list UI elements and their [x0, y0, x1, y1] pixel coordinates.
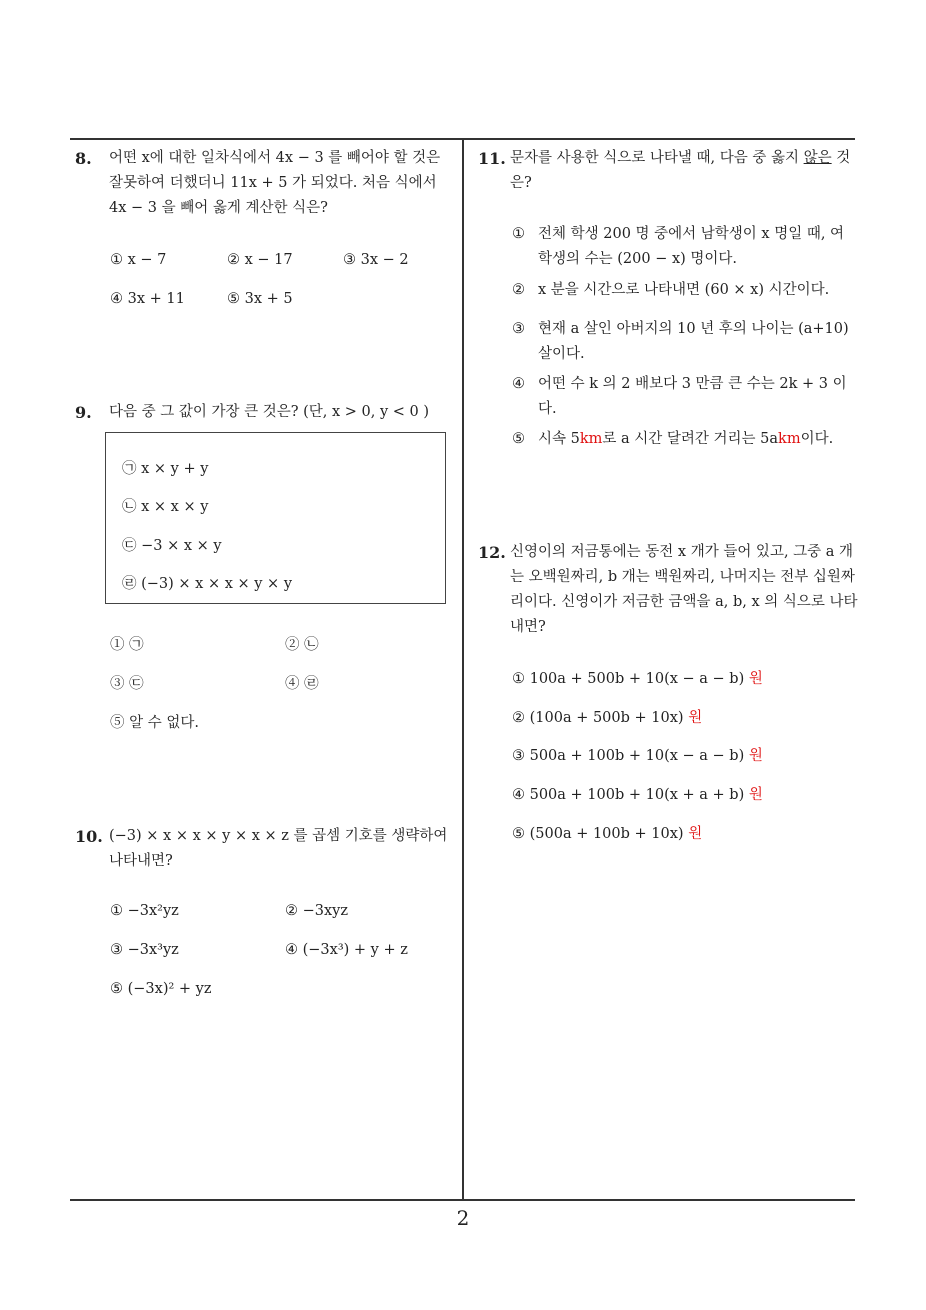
- question-text: 신영이의 저금통에는 동전 x 개가 들어 있고, 그중 a 개는 오백원짜리, b 개는 백원짜리, 나머지는 전부 십원짜리이다. 신영이가 저금한 금액을 a, b, x 의 식으로 나타내면?: [510, 544, 858, 635]
- choice-text: ③ 500a + 100b + 10(x − a − b): [512, 748, 745, 764]
- text-part: 이다.: [800, 431, 834, 447]
- choice-text: ④ 500a + 100b + 10(x + a + b): [512, 787, 745, 803]
- q8-choice-5[interactable]: ⑤ 3x + 5: [227, 291, 293, 307]
- q10-choice-2[interactable]: ② −3xyz: [285, 903, 348, 919]
- q9-choice-1[interactable]: ① ㉠: [110, 637, 144, 653]
- q11-choice-1[interactable]: [512, 222, 850, 272]
- q12-choice-5[interactable]: [512, 822, 702, 847]
- question-text-part: 문자를 사용한 식으로 나타낼 때, 다음 중 옳지: [510, 150, 804, 166]
- q11-choice-3[interactable]: [512, 317, 850, 367]
- q11-choice-5[interactable]: [512, 427, 857, 452]
- q8-choice-1[interactable]: ① x − 7: [110, 252, 167, 268]
- bottom-rule: [70, 1199, 855, 1201]
- choice-mark: ①: [512, 226, 525, 242]
- unit-won: 원: [748, 748, 763, 764]
- q11-choice-2[interactable]: [512, 278, 850, 303]
- question-number: 8.: [75, 149, 92, 168]
- column-divider: [462, 138, 464, 1200]
- text-part: 로 a 시간 달려간 거리는 5a: [602, 431, 779, 447]
- choice-text: 어떤 수 k 의 2 배보다 3 만큼 큰 수는 2k + 3 이다.: [538, 376, 847, 417]
- choice-text: 현재 a 살인 아버지의 10 년 후의 나이는 (a+10) 살이다.: [538, 321, 849, 362]
- q8-choice-2[interactable]: ② x − 17: [227, 252, 293, 268]
- question-text-part: 것은?: [510, 150, 851, 191]
- question-text: 어떤 x에 대한 일차식에서 4x − 3 를 빼어야 할 것은 잘못하여 더했더니 11x + 5 가 되었다. 처음 식에서 4x − 3 을 빼어 옳게 계산한 식은?: [109, 150, 441, 216]
- choice-text: x 분을 시간으로 나타내면 (60 × x) 시간이다.: [538, 282, 830, 298]
- q10-choice-1[interactable]: ① −3x²yz: [110, 903, 179, 919]
- choice-text: 전체 학생 200 명 중에서 남학생이 x 명일 때, 여학생의 수는 (200 − x) 명이다.: [538, 226, 845, 267]
- choice-text: ② (100a + 500b + 10x): [512, 710, 684, 726]
- q10-choice-5[interactable]: ⑤ (−3x)² + yz: [110, 981, 212, 997]
- underlined-word: 않은: [803, 150, 832, 166]
- question-text: 다음 중 그 값이 가장 큰 것은? (단, x > 0, y < 0 ): [109, 404, 430, 420]
- q12-choice-2[interactable]: [512, 706, 702, 731]
- q11-choice-4[interactable]: [512, 372, 850, 422]
- choice-text: [538, 427, 857, 452]
- q9-box-item-3: ㉢ −3 × x × y: [122, 538, 222, 554]
- question-10: [75, 824, 457, 874]
- unit-km: km: [778, 431, 801, 447]
- q9-box-item-1: ㉠ x × y + y: [122, 461, 209, 477]
- question-text: (−3) × x × x × y × x × z 를 곱셈 기호를 생략하여 나타내면?: [109, 828, 448, 869]
- q9-choice-2[interactable]: ② ㉡: [285, 637, 319, 653]
- q9-box-item-2: ㉡ x × x × y: [122, 499, 209, 515]
- unit-won: 원: [688, 826, 703, 842]
- page-number: 2: [456, 1206, 470, 1230]
- q12-choice-3[interactable]: [512, 744, 763, 769]
- text-part: 시속 5: [538, 431, 580, 447]
- q9-choice-5[interactable]: ⑤ 알 수 없다.: [110, 715, 199, 731]
- choice-mark: ④: [512, 376, 525, 392]
- choice-text: ⑤ (500a + 100b + 10x): [512, 826, 684, 842]
- q10-choice-4[interactable]: ④ (−3x³) + y + z: [285, 942, 408, 958]
- q8-choice-4[interactable]: ④ 3x + 11: [110, 291, 185, 307]
- q12-choice-1[interactable]: [512, 667, 763, 692]
- q9-choice-4[interactable]: ④ ㉣: [285, 676, 319, 692]
- question-12: [478, 540, 862, 640]
- question-8: [75, 146, 457, 221]
- choice-text: ① 100a + 500b + 10(x − a − b): [512, 671, 745, 687]
- question-9: [75, 400, 457, 425]
- choice-mark: ③: [512, 321, 525, 337]
- choice-mark: ②: [512, 282, 525, 298]
- question-11: [478, 146, 862, 196]
- q10-choice-3[interactable]: ③ −3x³yz: [110, 942, 179, 958]
- unit-km: km: [579, 431, 603, 447]
- unit-won: 원: [748, 671, 763, 687]
- question-number: 12.: [478, 543, 506, 562]
- q8-choice-3[interactable]: ③ 3x − 2: [343, 252, 409, 268]
- question-text: [510, 146, 862, 196]
- question-number: 11.: [478, 149, 506, 168]
- q9-box-item-4: ㉣ (−3) × x × x × y × y: [122, 576, 293, 592]
- q9-choice-3[interactable]: ③ ㉢: [110, 676, 144, 692]
- unit-won: 원: [748, 787, 763, 803]
- unit-won: 원: [688, 710, 703, 726]
- question-number: 9.: [75, 403, 92, 422]
- question-number: 10.: [75, 827, 103, 846]
- choice-mark: ⑤: [512, 431, 525, 447]
- q12-choice-4[interactable]: [512, 783, 763, 808]
